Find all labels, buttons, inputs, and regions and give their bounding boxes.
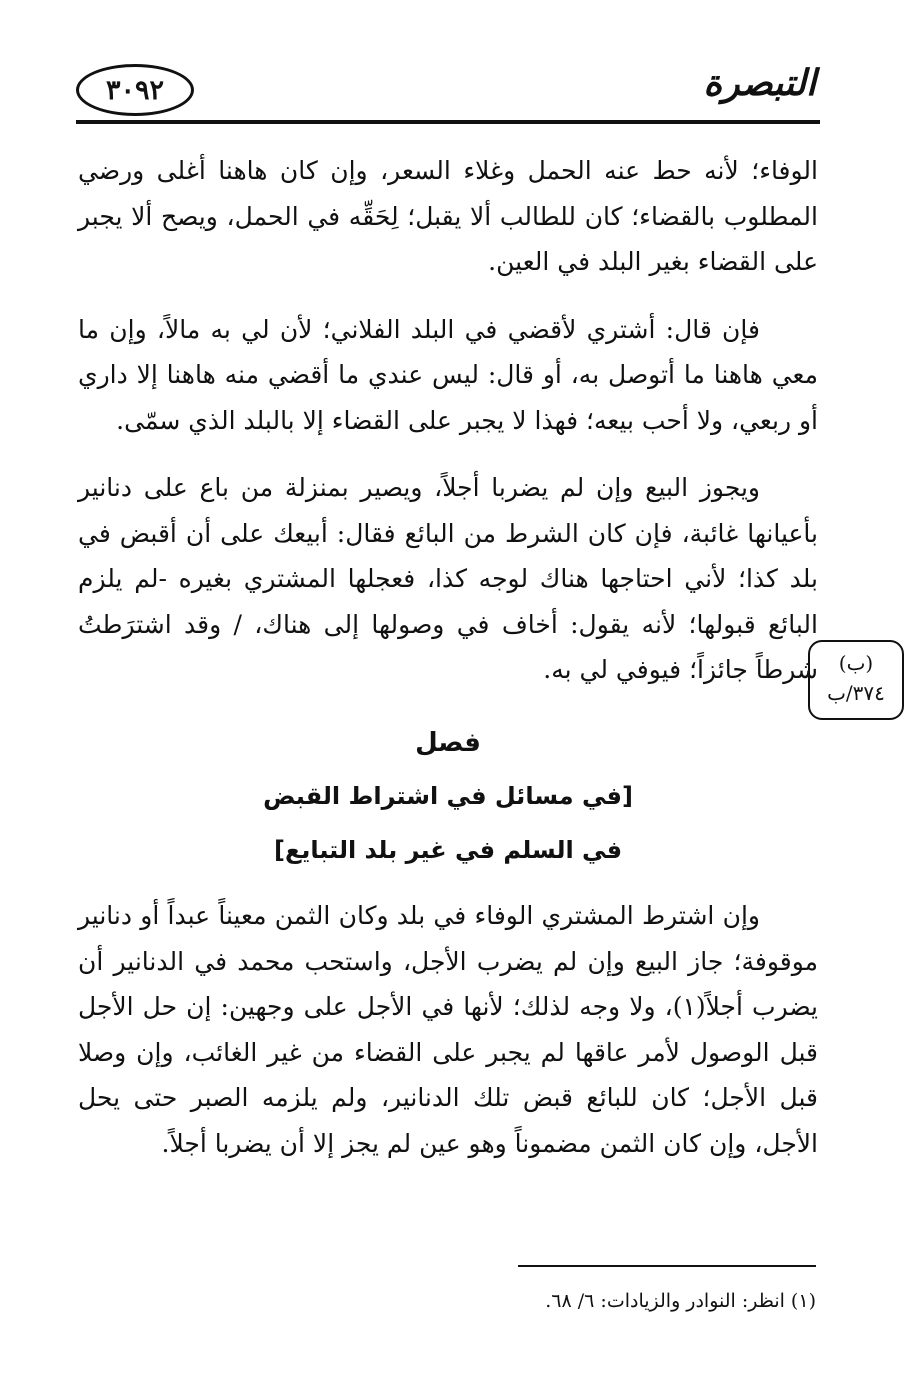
main-text-lower <box>78 893 818 1166</box>
section-subtitle-line-1: [في مسائل في اشتراط القبض <box>263 782 633 810</box>
footnote: (١) انظر: النوادر والزيادات: ٦/ ٦٨. <box>545 1290 816 1312</box>
section-subtitle-line-2: في السلم في غير بلد التبايع] <box>273 836 623 864</box>
paragraph: وإن اشترط المشتري الوفاء في بلد وكان الثمن معيناً عبداً أو دنانير موقوفة؛ جاز البيع وإن لم يضرب الأجل، واستحب محمد في الدنانير أن يضرب أجلاً(١)، ولا وجه لذلك؛ لأنها في الأجل على وجهين: إن حل الأجل قبل الوصول لأمر عاقها لم يجبر على القضاء من غير الغائب، وإن وصلا قبل الأجل؛ كان للبائع قبض تلك الدنانير، ولم يلزمه الصبر حتى يحل الأجل، وإن كان الثمن مضموناً وهو عين لم يجز إلا أن يضربا أجلاً. <box>78 901 819 1158</box>
section-heading: فصل <box>415 728 481 758</box>
page-header <box>76 62 820 124</box>
folio-marker: (ب) <box>838 651 874 675</box>
manuscript-folio-note <box>808 640 904 720</box>
footnote-separator <box>518 1265 816 1267</box>
book-title: التبصرة <box>703 62 816 104</box>
main-text-upper <box>78 148 818 693</box>
header-rule <box>76 120 820 124</box>
page-number: ٣٠٩٢ <box>76 64 194 116</box>
paragraph: فإن قال: أشتري لأقضي في البلد الفلاني؛ لأن لي به مالاً، وإن ما معي هاهنا ما أتوصل به، أو قال: ليس عندي ما أقضي منه هاهنا إلا داري أو ربعي، ولا أحب بيعه؛ فهذا لا يجبر على القضاء إلا بالبلد الذي سمّى. <box>78 314 818 435</box>
paragraph: الوفاء؛ لأنه حط عنه الحمل وغلاء السعر، وإن كان هاهنا أغلى ورضي المطلوب بالقضاء؛ كان للطالب ألا يقبل؛ لِحَقِّه في الحمل، ويصح ألا يجبر على القضاء بغير البلد في العين. <box>78 156 818 276</box>
paragraph: ويجوز البيع وإن لم يضربا أجلاً، ويصير بمنزلة من باع على دنانير بأعيانها غائبة، فإن كان الشرط من البائع فقال: أبيعك على أن أقبض في بلد كذا؛ لأني احتاجها هناك لوجه كذا، فعجلها المشتري بغيره -لم يلزم البائع قبولها؛ لأنه يقول: أخاف في وصولها إلى هناك، / وقد اشترَطتُ شرطاً جائزاً؛ فيوفي لي به. <box>78 473 818 684</box>
folio-number: ٣٧٤/ب <box>827 681 885 705</box>
